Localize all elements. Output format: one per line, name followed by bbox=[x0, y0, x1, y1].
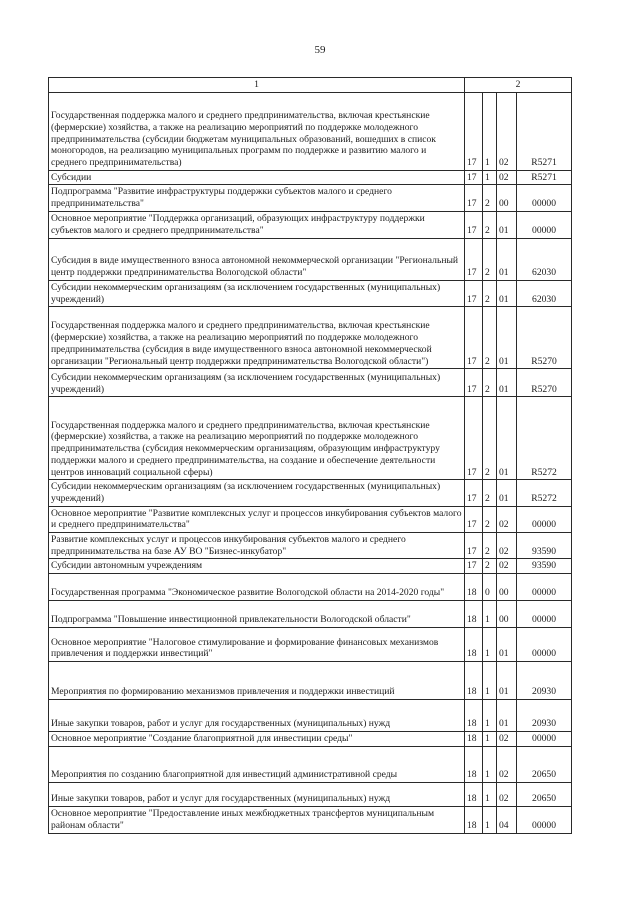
row-code-2: 2 bbox=[483, 369, 497, 397]
row-description: Государственная поддержка малого и среднего предпринимательства, включая крестьянские (фермерские) хозяйства, а также на реализацию мероприятий по поддержке молодежного предпринимательства (субсидии бюджетам муниципальных образований, вошедших в список моногородов, на реализацию муниципальных программ по поддержке и развитию малого и среднего предпринимательства) bbox=[49, 92, 465, 170]
row-code-4: R5271 bbox=[517, 92, 572, 170]
row-description: Основное мероприятие "Предоставление иных межбюджетных трансфертов муниципальным районам области" bbox=[49, 806, 465, 833]
row-description: Субсидии bbox=[49, 170, 465, 185]
row-code-1: 17 bbox=[465, 185, 483, 211]
row-description: Субсидии автономным учреждениям bbox=[49, 559, 465, 574]
row-description: Развитие комплексных услуг и процессов инкубирования субъектов малого и среднего предпринимательства на базе АУ ВО "Бизнес-инкубатор" bbox=[49, 533, 465, 559]
row-description: Государственная программа "Экономическое развитие Вологодской области на 2014-2020 годы" bbox=[49, 574, 465, 601]
row-code-1: 18 bbox=[465, 574, 483, 601]
table-row bbox=[49, 280, 572, 306]
table-row bbox=[49, 601, 572, 628]
row-description: Иные закупки товаров, работ и услуг для государственных (муниципальных) нужд bbox=[49, 700, 465, 732]
row-code-2: 1 bbox=[483, 628, 497, 662]
row-code-1: 17 bbox=[465, 280, 483, 306]
table-row bbox=[49, 185, 572, 211]
row-description: Основное мероприятие "Создание благоприятной для инвестиции среды" bbox=[49, 732, 465, 747]
row-code-4: 62030 bbox=[517, 238, 572, 280]
row-code-1: 18 bbox=[465, 746, 483, 782]
row-code-3: 00 bbox=[497, 574, 517, 601]
row-description: Государственная поддержка малого и среднего предпринимательства, включая крестьянские (фермерские) хозяйства, а также на реализацию мероприятий по поддержке молодежного предпринимательства (субсидия в виде имущественного взноса автономной некоммерческой организации "Региональный центр поддержки предпринимательства Вологодской области") bbox=[49, 307, 465, 369]
table-row bbox=[49, 211, 572, 238]
table-row bbox=[49, 480, 572, 506]
table-row bbox=[49, 746, 572, 782]
row-description: Подпрограмма "Развитие инфраструктуры поддержки субъектов малого и среднего предпринимательства" bbox=[49, 185, 465, 211]
row-description: Государственная поддержка малого и среднего предпринимательства, включая крестьянские (фермерские) хозяйства, а также на реализацию мероприятий по поддержке молодежного предпринимательства (субсидия некоммерческим организациям, образующим инфраструктуру поддержки малого и среднего предпринимательства, на создание и обеспечение деятельности центров инноваций социальной сферы) bbox=[49, 397, 465, 480]
table-row bbox=[49, 559, 572, 574]
row-code-4: 00000 bbox=[517, 211, 572, 238]
row-code-3: 01 bbox=[497, 700, 517, 732]
row-description: Мероприятия по созданию благоприятной для инвестиций административной среды bbox=[49, 746, 465, 782]
table-row bbox=[49, 806, 572, 833]
row-code-3: 01 bbox=[497, 280, 517, 306]
row-code-4: 00000 bbox=[517, 506, 572, 532]
row-code-3: 02 bbox=[497, 559, 517, 574]
row-code-1: 17 bbox=[465, 506, 483, 532]
row-code-3: 00 bbox=[497, 185, 517, 211]
row-code-4: R5270 bbox=[517, 307, 572, 369]
table-row bbox=[49, 369, 572, 397]
row-code-4: R5272 bbox=[517, 480, 572, 506]
row-code-1: 17 bbox=[465, 559, 483, 574]
table-row bbox=[49, 92, 572, 170]
row-description: Основное мероприятие "Развитие комплексных услуг и процессов инкубирования субъектов малого и среднего предпринимательства" bbox=[49, 506, 465, 532]
row-code-2: 2 bbox=[483, 506, 497, 532]
row-code-4: 00000 bbox=[517, 185, 572, 211]
row-code-2: 2 bbox=[483, 397, 497, 480]
row-code-2: 1 bbox=[483, 746, 497, 782]
row-code-1: 18 bbox=[465, 700, 483, 732]
row-code-2: 1 bbox=[483, 601, 497, 628]
table-row bbox=[49, 782, 572, 806]
row-code-4: R5272 bbox=[517, 397, 572, 480]
row-code-4: 00000 bbox=[517, 628, 572, 662]
row-code-1: 18 bbox=[465, 782, 483, 806]
table-row bbox=[49, 397, 572, 480]
row-code-3: 01 bbox=[497, 628, 517, 662]
row-code-2: 1 bbox=[483, 170, 497, 185]
table-row bbox=[49, 628, 572, 662]
row-code-3: 01 bbox=[497, 480, 517, 506]
row-code-2: 1 bbox=[483, 732, 497, 747]
row-code-2: 2 bbox=[483, 533, 497, 559]
row-code-3: 00 bbox=[497, 601, 517, 628]
row-code-4: 20650 bbox=[517, 746, 572, 782]
row-code-2: 2 bbox=[483, 307, 497, 369]
row-code-4: 62030 bbox=[517, 280, 572, 306]
row-code-1: 18 bbox=[465, 662, 483, 700]
table-row bbox=[49, 700, 572, 732]
table-row bbox=[49, 533, 572, 559]
table-row bbox=[49, 574, 572, 601]
row-code-2: 2 bbox=[483, 238, 497, 280]
row-code-3: 01 bbox=[497, 369, 517, 397]
row-description: Мероприятия по формированию механизмов привлечения и поддержки инвестиций bbox=[49, 662, 465, 700]
row-code-1: 18 bbox=[465, 732, 483, 747]
row-code-3: 02 bbox=[497, 506, 517, 532]
row-description: Субсидии некоммерческим организациям (за исключением государственных (муниципальных) учреждений) bbox=[49, 369, 465, 397]
table-row bbox=[49, 238, 572, 280]
row-code-1: 17 bbox=[465, 307, 483, 369]
row-code-2: 2 bbox=[483, 559, 497, 574]
row-code-1: 18 bbox=[465, 806, 483, 833]
table-row bbox=[49, 307, 572, 369]
header-col-2: 2 bbox=[465, 78, 572, 93]
row-code-4: 00000 bbox=[517, 601, 572, 628]
table-header-row bbox=[49, 78, 572, 93]
table-row bbox=[49, 170, 572, 185]
row-code-2: 1 bbox=[483, 806, 497, 833]
row-code-3: 02 bbox=[497, 732, 517, 747]
row-code-3: 01 bbox=[497, 211, 517, 238]
row-code-2: 1 bbox=[483, 700, 497, 732]
row-code-3: 02 bbox=[497, 746, 517, 782]
row-code-4: 00000 bbox=[517, 732, 572, 747]
row-code-1: 17 bbox=[465, 211, 483, 238]
row-code-3: 01 bbox=[497, 238, 517, 280]
row-code-4: 20650 bbox=[517, 782, 572, 806]
row-code-3: 02 bbox=[497, 170, 517, 185]
row-code-1: 17 bbox=[465, 397, 483, 480]
row-code-2: 2 bbox=[483, 280, 497, 306]
row-code-3: 01 bbox=[497, 307, 517, 369]
table-row bbox=[49, 662, 572, 700]
row-code-3: 02 bbox=[497, 92, 517, 170]
row-description: Субсидии некоммерческим организациям (за исключением государственных (муниципальных) учреждений) bbox=[49, 480, 465, 506]
row-code-1: 17 bbox=[465, 92, 483, 170]
row-description: Иные закупки товаров, работ и услуг для государственных (муниципальных) нужд bbox=[49, 782, 465, 806]
row-code-4: 93590 bbox=[517, 533, 572, 559]
row-code-2: 1 bbox=[483, 662, 497, 700]
row-code-2: 0 bbox=[483, 574, 497, 601]
row-code-3: 01 bbox=[497, 397, 517, 480]
row-code-2: 2 bbox=[483, 185, 497, 211]
row-code-1: 18 bbox=[465, 601, 483, 628]
row-code-4: 20930 bbox=[517, 700, 572, 732]
row-code-2: 1 bbox=[483, 92, 497, 170]
budget-table bbox=[48, 77, 572, 834]
row-description: Основное мероприятие "Налоговое стимулирование и формирование финансовых механизмов привлечения и поддержки инвестиций" bbox=[49, 628, 465, 662]
row-code-4: R5271 bbox=[517, 170, 572, 185]
row-description: Основное мероприятие "Поддержка организаций, образующих инфраструктуру поддержки субъектов малого и среднего предпринимательства" bbox=[49, 211, 465, 238]
row-description: Подпрограмма "Повышение инвестиционной привлекательности Вологодской области" bbox=[49, 601, 465, 628]
row-description: Субсидия в виде имущественного взноса автономной некоммерческой организации "Региональный центр поддержки предпринимательства Вологодской области" bbox=[49, 238, 465, 280]
row-code-3: 02 bbox=[497, 533, 517, 559]
row-code-1: 17 bbox=[465, 238, 483, 280]
row-code-1: 18 bbox=[465, 628, 483, 662]
row-code-4: R5270 bbox=[517, 369, 572, 397]
row-description: Субсидии некоммерческим организациям (за исключением государственных (муниципальных) учреждений) bbox=[49, 280, 465, 306]
row-code-4: 00000 bbox=[517, 806, 572, 833]
row-code-1: 17 bbox=[465, 480, 483, 506]
row-code-4: 00000 bbox=[517, 574, 572, 601]
table-row bbox=[49, 732, 572, 747]
row-code-1: 17 bbox=[465, 533, 483, 559]
row-code-3: 01 bbox=[497, 662, 517, 700]
header-col-1: 1 bbox=[49, 78, 465, 93]
row-code-1: 17 bbox=[465, 369, 483, 397]
row-code-4: 20930 bbox=[517, 662, 572, 700]
row-code-2: 2 bbox=[483, 211, 497, 238]
table-row bbox=[49, 506, 572, 532]
row-code-3: 04 bbox=[497, 806, 517, 833]
row-code-2: 2 bbox=[483, 480, 497, 506]
row-code-2: 1 bbox=[483, 782, 497, 806]
row-code-3: 02 bbox=[497, 782, 517, 806]
row-code-1: 17 bbox=[465, 170, 483, 185]
row-code-4: 93590 bbox=[517, 559, 572, 574]
page-number: 59 bbox=[314, 44, 326, 56]
